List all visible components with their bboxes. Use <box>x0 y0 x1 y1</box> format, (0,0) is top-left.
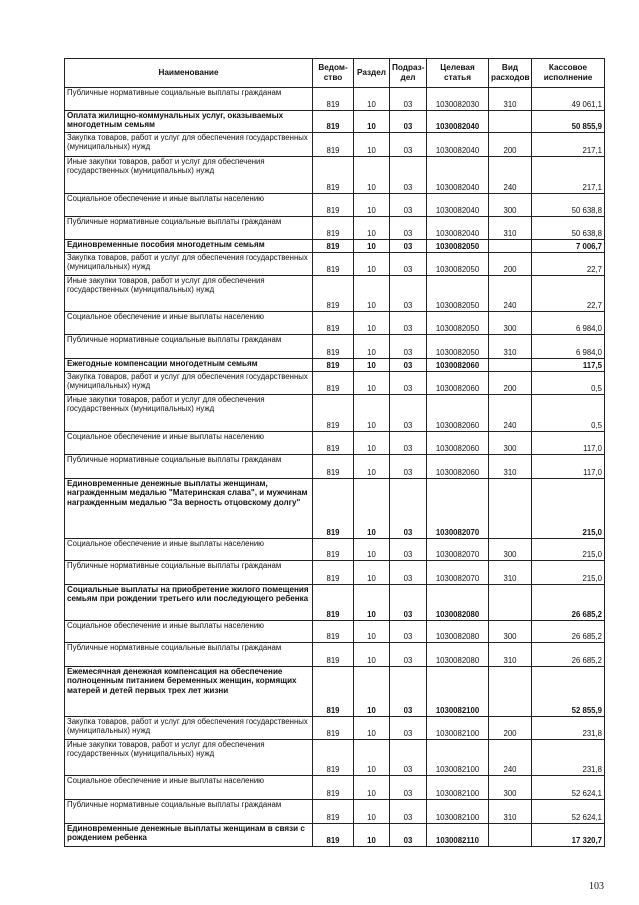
row-vedomstvo-cell: 819 <box>313 455 354 479</box>
row-celevaya-cell: 1030082110 <box>427 824 489 847</box>
row-razdel-cell: 10 <box>354 312 390 335</box>
row-podrazdel-cell: 03 <box>390 194 427 217</box>
table-row <box>65 455 605 479</box>
row-podrazdel-cell: 03 <box>390 479 427 539</box>
table-row <box>65 824 605 847</box>
row-razdel-cell: 10 <box>354 643 390 667</box>
row-celevaya-cell: 1030082050 <box>427 312 489 335</box>
row-celevaya-cell: 1030082060 <box>427 372 489 395</box>
row-amount-cell: 215,0 <box>532 479 605 539</box>
row-podrazdel-cell: 03 <box>390 157 427 194</box>
row-podrazdel-cell: 03 <box>390 335 427 359</box>
row-vid-cell <box>489 111 532 133</box>
row-celevaya-cell: 1030082100 <box>427 800 489 824</box>
header-razdel: Раздел <box>354 59 390 88</box>
row-podrazdel-cell: 03 <box>390 217 427 240</box>
row-vedomstvo-cell: 819 <box>313 217 354 240</box>
row-name-cell: Единовременные денежные выплаты женщинам в связи с рождением ребенка <box>65 824 313 847</box>
row-name-cell: Публичные нормативные социальные выплаты гражданам <box>65 561 313 585</box>
row-celevaya-cell: 1030082060 <box>427 359 489 372</box>
row-podrazdel-cell: 03 <box>390 717 427 740</box>
row-amount-cell: 117,0 <box>532 455 605 479</box>
row-amount-cell: 117,5 <box>532 359 605 372</box>
row-vid-cell: 240 <box>489 740 532 776</box>
row-razdel-cell: 10 <box>354 395 390 432</box>
table-row <box>65 133 605 157</box>
row-razdel-cell: 10 <box>354 561 390 585</box>
row-name-cell: Социальные выплаты на приобретение жилого помещения семьям при рождении третьего или последующего ребенка <box>65 585 313 621</box>
row-vedomstvo-cell: 819 <box>313 539 354 561</box>
row-amount-cell: 22,7 <box>532 276 605 312</box>
header-name: Наименование <box>65 59 313 88</box>
table-row <box>65 643 605 667</box>
row-podrazdel-cell: 03 <box>390 432 427 455</box>
row-name-cell: Закупка товаров, работ и услуг для обеспечения государственных (муниципальных) нужд <box>65 717 313 740</box>
row-vedomstvo-cell: 819 <box>313 372 354 395</box>
row-vid-cell: 240 <box>489 395 532 432</box>
row-vedomstvo-cell: 819 <box>313 240 354 253</box>
row-name-cell: Иные закупки товаров, работ и услуг для обеспечения государственных (муниципальных) нужд <box>65 157 313 194</box>
table-row <box>65 800 605 824</box>
table-row <box>65 667 605 717</box>
row-razdel-cell: 10 <box>354 621 390 643</box>
row-razdel-cell: 10 <box>354 776 390 800</box>
row-amount-cell: 231,8 <box>532 740 605 776</box>
row-amount-cell: 49 061,1 <box>532 88 605 111</box>
row-podrazdel-cell: 03 <box>390 824 427 847</box>
row-vid-cell: 310 <box>489 88 532 111</box>
row-name-cell: Ежегодные компенсации многодетным семьям <box>65 359 313 372</box>
row-vid-cell: 200 <box>489 253 532 276</box>
row-name-cell: Социальное обеспечение и иные выплаты населению <box>65 194 313 217</box>
row-amount-cell: 231,8 <box>532 717 605 740</box>
row-podrazdel-cell: 03 <box>390 776 427 800</box>
table-row <box>65 359 605 372</box>
row-amount-cell: 26 685,2 <box>532 643 605 667</box>
row-podrazdel-cell: 03 <box>390 111 427 133</box>
row-celevaya-cell: 1030082040 <box>427 157 489 194</box>
row-amount-cell: 0,5 <box>532 395 605 432</box>
row-name-cell: Публичные нормативные социальные выплаты гражданам <box>65 88 313 111</box>
row-razdel-cell: 10 <box>354 717 390 740</box>
row-razdel-cell: 10 <box>354 824 390 847</box>
row-podrazdel-cell: 03 <box>390 621 427 643</box>
row-vedomstvo-cell: 819 <box>313 717 354 740</box>
row-celevaya-cell: 1030082040 <box>427 194 489 217</box>
row-amount-cell: 6 984,0 <box>532 312 605 335</box>
row-podrazdel-cell: 03 <box>390 312 427 335</box>
row-razdel-cell: 10 <box>354 539 390 561</box>
row-vid-cell: 300 <box>489 432 532 455</box>
row-celevaya-cell: 1030082080 <box>427 585 489 621</box>
row-razdel-cell: 10 <box>354 740 390 776</box>
table-row <box>65 217 605 240</box>
row-razdel-cell: 10 <box>354 111 390 133</box>
row-vedomstvo-cell: 819 <box>313 776 354 800</box>
row-razdel-cell: 10 <box>354 194 390 217</box>
row-name-cell: Закупка товаров, работ и услуг для обеспечения государственных (муниципальных) нужд <box>65 253 313 276</box>
row-vid-cell <box>489 479 532 539</box>
table-row <box>65 776 605 800</box>
row-celevaya-cell: 1030082060 <box>427 432 489 455</box>
header-vedomstvo: Ведом-ство <box>313 59 354 88</box>
row-amount-cell: 17 320,7 <box>532 824 605 847</box>
table-row <box>65 717 605 740</box>
row-name-cell: Публичные нормативные социальные выплаты гражданам <box>65 800 313 824</box>
table-body <box>65 88 605 847</box>
row-razdel-cell: 10 <box>354 157 390 194</box>
row-vedomstvo-cell: 819 <box>313 276 354 312</box>
row-celevaya-cell: 1030082060 <box>427 395 489 432</box>
row-celevaya-cell: 1030082070 <box>427 479 489 539</box>
row-celevaya-cell: 1030082100 <box>427 717 489 740</box>
table-header-row <box>65 59 605 88</box>
row-vid-cell: 300 <box>489 194 532 217</box>
row-amount-cell: 117,0 <box>532 432 605 455</box>
table-row <box>65 157 605 194</box>
row-vedomstvo-cell: 819 <box>313 395 354 432</box>
row-name-cell: Публичные нормативные социальные выплаты гражданам <box>65 643 313 667</box>
table-row <box>65 561 605 585</box>
table-row <box>65 312 605 335</box>
row-amount-cell: 50 855,9 <box>532 111 605 133</box>
row-vedomstvo-cell: 819 <box>313 479 354 539</box>
row-name-cell: Социальное обеспечение и иные выплаты населению <box>65 776 313 800</box>
row-razdel-cell: 10 <box>354 276 390 312</box>
row-amount-cell: 217,1 <box>532 133 605 157</box>
row-name-cell: Социальное обеспечение и иные выплаты населению <box>65 621 313 643</box>
row-razdel-cell: 10 <box>354 432 390 455</box>
row-vid-cell <box>489 824 532 847</box>
row-celevaya-cell: 1030082100 <box>427 740 489 776</box>
table-row <box>65 740 605 776</box>
page-number: 103 <box>589 881 604 892</box>
row-podrazdel-cell: 03 <box>390 800 427 824</box>
row-amount-cell: 215,0 <box>532 561 605 585</box>
table-row <box>65 479 605 539</box>
row-podrazdel-cell: 03 <box>390 253 427 276</box>
row-razdel-cell: 10 <box>354 253 390 276</box>
row-razdel-cell: 10 <box>354 800 390 824</box>
row-vid-cell: 200 <box>489 372 532 395</box>
row-celevaya-cell: 1030082070 <box>427 539 489 561</box>
row-celevaya-cell: 1030082100 <box>427 667 489 717</box>
row-vid-cell: 200 <box>489 717 532 740</box>
row-name-cell: Единовременные денежные выплаты женщинам, награжденным медалью "Материнская слава", и мужчинам награжденным медалью "За верность отцовскому долгу" <box>65 479 313 539</box>
row-vedomstvo-cell: 819 <box>313 312 354 335</box>
row-vid-cell: 200 <box>489 133 532 157</box>
header-celevaya: Целевая статья <box>427 59 489 88</box>
row-celevaya-cell: 1030082070 <box>427 561 489 585</box>
row-podrazdel-cell: 03 <box>390 395 427 432</box>
row-razdel-cell: 10 <box>354 372 390 395</box>
table-row <box>65 111 605 133</box>
row-celevaya-cell: 1030082040 <box>427 217 489 240</box>
row-amount-cell: 26 685,2 <box>532 585 605 621</box>
row-vedomstvo-cell: 819 <box>313 432 354 455</box>
row-razdel-cell: 10 <box>354 455 390 479</box>
row-podrazdel-cell: 03 <box>390 740 427 776</box>
table-row <box>65 88 605 111</box>
table-row <box>65 432 605 455</box>
row-vid-cell <box>489 359 532 372</box>
row-podrazdel-cell: 03 <box>390 561 427 585</box>
row-amount-cell: 52 855,9 <box>532 667 605 717</box>
row-celevaya-cell: 1030082030 <box>427 88 489 111</box>
row-celevaya-cell: 1030082040 <box>427 111 489 133</box>
row-podrazdel-cell: 03 <box>390 372 427 395</box>
row-vedomstvo-cell: 819 <box>313 585 354 621</box>
row-celevaya-cell: 1030082080 <box>427 621 489 643</box>
row-amount-cell: 215,0 <box>532 539 605 561</box>
row-podrazdel-cell: 03 <box>390 585 427 621</box>
row-celevaya-cell: 1030082100 <box>427 776 489 800</box>
row-vedomstvo-cell: 819 <box>313 800 354 824</box>
header-podrazdel: Подраз-дел <box>390 59 427 88</box>
row-vid-cell: 300 <box>489 539 532 561</box>
row-razdel-cell: 10 <box>354 359 390 372</box>
row-vid-cell: 300 <box>489 621 532 643</box>
row-name-cell: Публичные нормативные социальные выплаты гражданам <box>65 335 313 359</box>
row-amount-cell: 52 624,1 <box>532 776 605 800</box>
row-vid-cell <box>489 240 532 253</box>
row-razdel-cell: 10 <box>354 667 390 717</box>
row-name-cell: Закупка товаров, работ и услуг для обеспечения государственных (муниципальных) нужд <box>65 372 313 395</box>
row-podrazdel-cell: 03 <box>390 276 427 312</box>
row-razdel-cell: 10 <box>354 479 390 539</box>
row-podrazdel-cell: 03 <box>390 240 427 253</box>
row-name-cell: Иные закупки товаров, работ и услуг для обеспечения государственных (муниципальных) нужд <box>65 276 313 312</box>
budget-table <box>64 58 605 847</box>
row-razdel-cell: 10 <box>354 133 390 157</box>
row-razdel-cell: 10 <box>354 585 390 621</box>
row-name-cell: Социальное обеспечение и иные выплаты населению <box>65 432 313 455</box>
row-razdel-cell: 10 <box>354 217 390 240</box>
row-vedomstvo-cell: 819 <box>313 133 354 157</box>
row-amount-cell: 217,1 <box>532 157 605 194</box>
row-podrazdel-cell: 03 <box>390 88 427 111</box>
row-podrazdel-cell: 03 <box>390 643 427 667</box>
table-row <box>65 194 605 217</box>
table-row <box>65 395 605 432</box>
row-vedomstvo-cell: 819 <box>313 667 354 717</box>
table-row <box>65 253 605 276</box>
row-name-cell: Ежемесячная денежная компенсация на обеспечение полноценным питанием беременных женщин, кормящих матерей и детей первых трех лет жизни <box>65 667 313 717</box>
row-razdel-cell: 10 <box>354 88 390 111</box>
row-name-cell: Социальное обеспечение и иные выплаты населению <box>65 312 313 335</box>
row-podrazdel-cell: 03 <box>390 455 427 479</box>
row-vid-cell: 240 <box>489 157 532 194</box>
row-vedomstvo-cell: 819 <box>313 643 354 667</box>
table-row <box>65 240 605 253</box>
row-vid-cell: 310 <box>489 335 532 359</box>
table-row <box>65 539 605 561</box>
row-vid-cell: 310 <box>489 561 532 585</box>
table-row <box>65 276 605 312</box>
row-vedomstvo-cell: 819 <box>313 561 354 585</box>
row-name-cell: Публичные нормативные социальные выплаты гражданам <box>65 217 313 240</box>
table-row <box>65 585 605 621</box>
table-row <box>65 372 605 395</box>
row-amount-cell: 50 638,8 <box>532 194 605 217</box>
row-vedomstvo-cell: 819 <box>313 194 354 217</box>
row-vedomstvo-cell: 819 <box>313 253 354 276</box>
row-vid-cell: 310 <box>489 217 532 240</box>
row-amount-cell: 6 984,0 <box>532 335 605 359</box>
row-vedomstvo-cell: 819 <box>313 621 354 643</box>
row-vid-cell: 310 <box>489 800 532 824</box>
row-amount-cell: 7 006,7 <box>532 240 605 253</box>
table-row <box>65 335 605 359</box>
row-podrazdel-cell: 03 <box>390 539 427 561</box>
header-vid: Вид расходов <box>489 59 532 88</box>
row-name-cell: Единовременные пособия многодетным семьям <box>65 240 313 253</box>
row-podrazdel-cell: 03 <box>390 667 427 717</box>
row-vedomstvo-cell: 819 <box>313 740 354 776</box>
row-amount-cell: 22,7 <box>532 253 605 276</box>
row-name-cell: Иные закупки товаров, работ и услуг для обеспечения государственных (муниципальных) нужд <box>65 740 313 776</box>
row-celevaya-cell: 1030082050 <box>427 276 489 312</box>
row-vid-cell: 300 <box>489 312 532 335</box>
row-amount-cell: 50 638,8 <box>532 217 605 240</box>
row-vedomstvo-cell: 819 <box>313 157 354 194</box>
row-vid-cell: 310 <box>489 643 532 667</box>
row-vid-cell: 240 <box>489 276 532 312</box>
row-name-cell: Закупка товаров, работ и услуг для обеспечения государственных (муниципальных) нужд <box>65 133 313 157</box>
header-kassovoe: Кассовое исполнение <box>532 59 605 88</box>
row-vid-cell <box>489 667 532 717</box>
row-name-cell: Оплата жилищно-коммунальных услуг, оказываемых многодетным семьям <box>65 111 313 133</box>
row-celevaya-cell: 1030082050 <box>427 253 489 276</box>
row-razdel-cell: 10 <box>354 240 390 253</box>
row-name-cell: Публичные нормативные социальные выплаты гражданам <box>65 455 313 479</box>
row-name-cell: Иные закупки товаров, работ и услуг для обеспечения государственных (муниципальных) нужд <box>65 395 313 432</box>
row-vid-cell: 310 <box>489 455 532 479</box>
row-podrazdel-cell: 03 <box>390 359 427 372</box>
table-row <box>65 621 605 643</box>
row-amount-cell: 52 624,1 <box>532 800 605 824</box>
row-amount-cell: 26 685,2 <box>532 621 605 643</box>
row-name-cell: Социальное обеспечение и иные выплаты населению <box>65 539 313 561</box>
row-celevaya-cell: 1030082050 <box>427 335 489 359</box>
row-vedomstvo-cell: 819 <box>313 824 354 847</box>
row-razdel-cell: 10 <box>354 335 390 359</box>
row-celevaya-cell: 1030082080 <box>427 643 489 667</box>
row-vid-cell: 300 <box>489 776 532 800</box>
row-vedomstvo-cell: 819 <box>313 335 354 359</box>
row-vedomstvo-cell: 819 <box>313 88 354 111</box>
row-celevaya-cell: 1030082050 <box>427 240 489 253</box>
row-amount-cell: 0,5 <box>532 372 605 395</box>
row-celevaya-cell: 1030082040 <box>427 133 489 157</box>
row-podrazdel-cell: 03 <box>390 133 427 157</box>
row-vid-cell <box>489 585 532 621</box>
row-celevaya-cell: 1030082060 <box>427 455 489 479</box>
row-vedomstvo-cell: 819 <box>313 359 354 372</box>
row-vedomstvo-cell: 819 <box>313 111 354 133</box>
